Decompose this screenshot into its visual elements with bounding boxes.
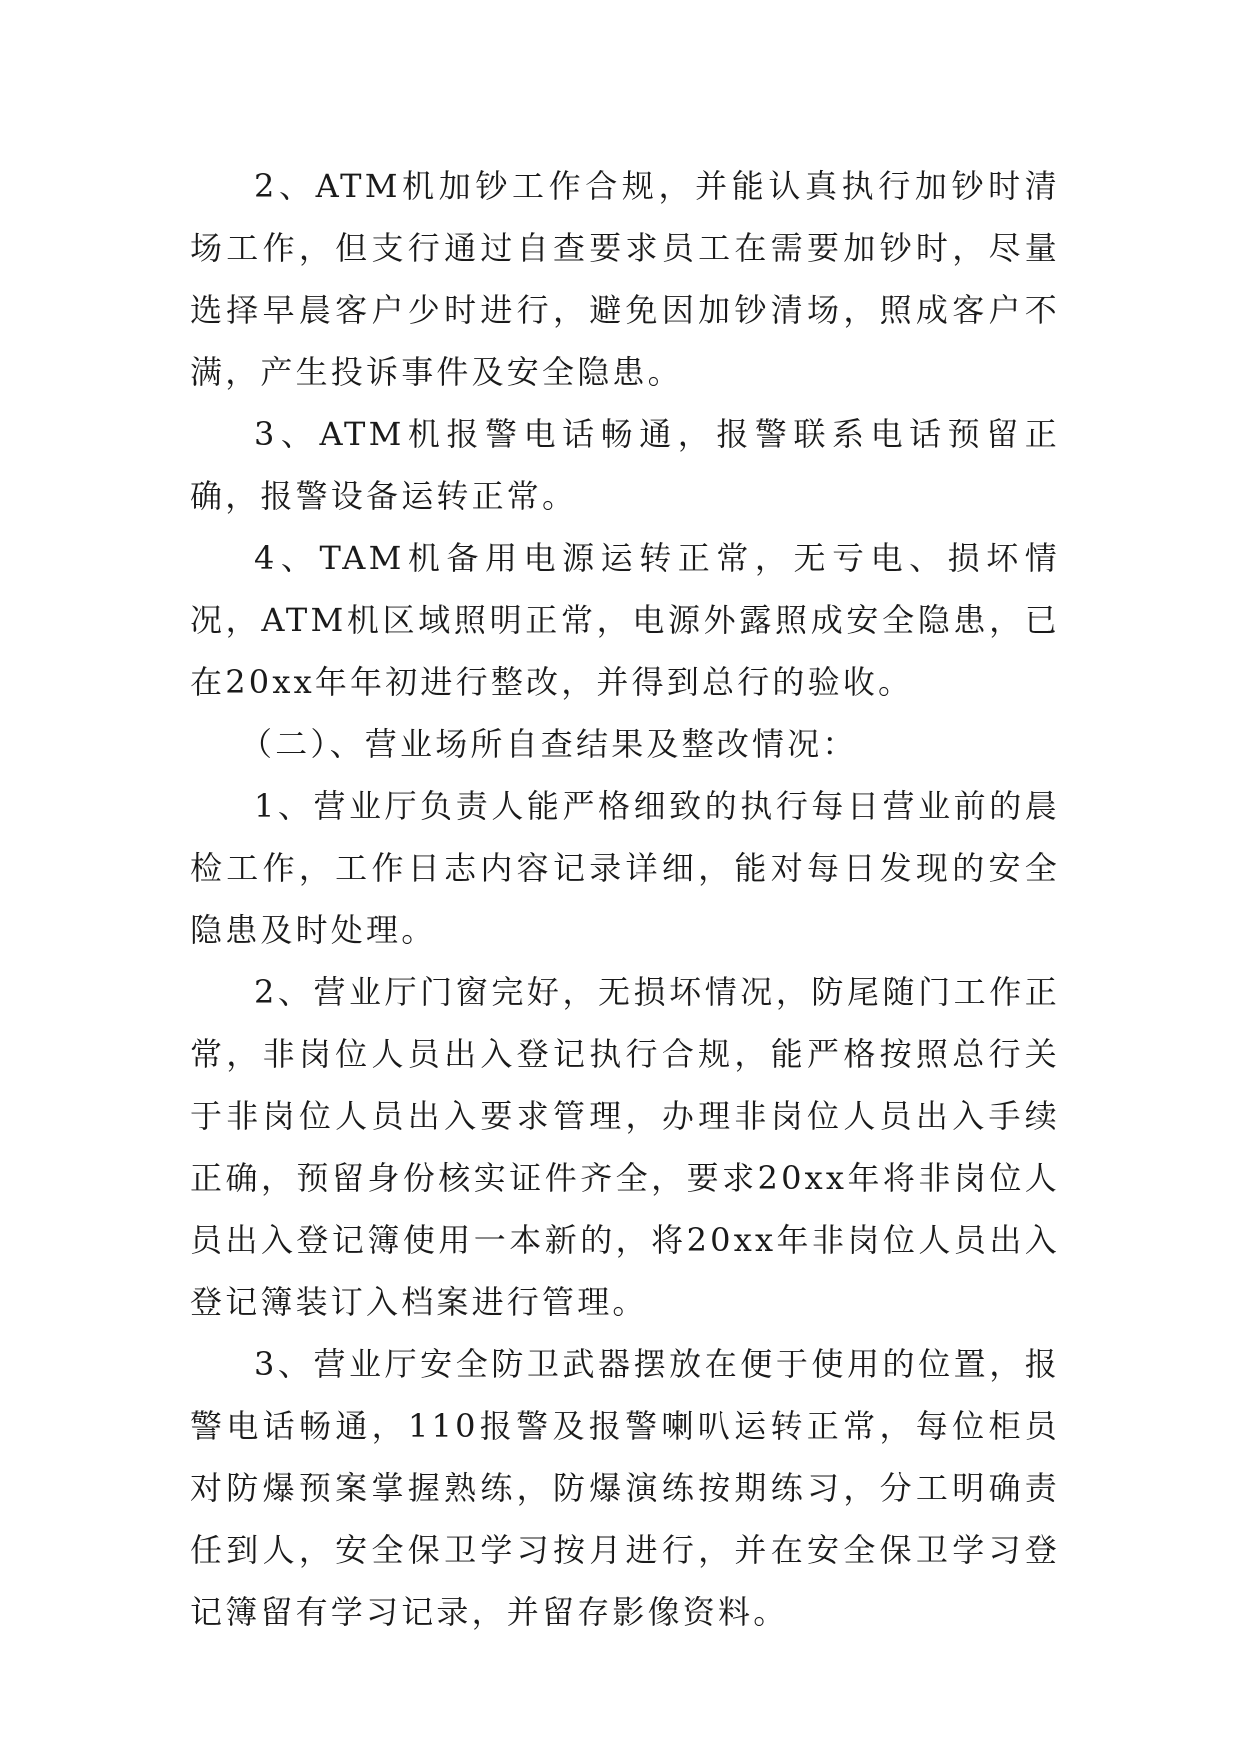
paragraph-atm-alarm-phone: 3、ATM机报警电话畅通，报警联系电话预留正确，报警设备运转正常。: [190, 415, 1060, 515]
paragraph-atm-cash-loading: 2、ATM机加钞工作合规，并能认真执行加钞时清场工作，但支行通过自查要求员工在需要加钞时，尽量选择早晨客户少时进行，避免因加钞清场，照成客户不满，产生投诉事件及安全隐患。: [190, 167, 1060, 391]
document-body: [190, 155, 1060, 1643]
section-heading-business-premises: （二）、营业场所自查结果及整改情况：: [240, 725, 858, 763]
paragraph-atm-backup-power: 4、TAM机备用电源运转正常，无亏电、损坏情况，ATM机区域照明正常，电源外露照成安全隐患，已在20xx年年初进行整改，并得到总行的验收。: [190, 539, 1060, 701]
paragraph-hall-morning-check: 1、营业厅负责人能严格细致的执行每日营业前的晨检工作，工作日志内容记录详细，能对每日发现的安全隐患及时处理。: [190, 787, 1060, 949]
paragraph-hall-security-equipment: 3、营业厅安全防卫武器摆放在便于使用的位置，报警电话畅通，110报警及报警喇叭运转正常，每位柜员对防爆预案掌握熟练，防爆演练按期练习，分工明确责任到人，安全保卫学习按月进行，并在安全保卫学习登记簿留有学习记录，并留存影像资料。: [190, 1345, 1060, 1631]
paragraph-hall-doors-access: 2、营业厅门窗完好，无损坏情况，防尾随门工作正常，非岗位人员出入登记执行合规，能严格按照总行关于非岗位人员出入要求管理，办理非岗位人员出入手续正确，预留身份核实证件齐全，要求20xx年将非岗位人员出入登记簿使用一本新的，将20xx年非岗位人员出入登记簿装订入档案进行管理。: [190, 973, 1060, 1321]
